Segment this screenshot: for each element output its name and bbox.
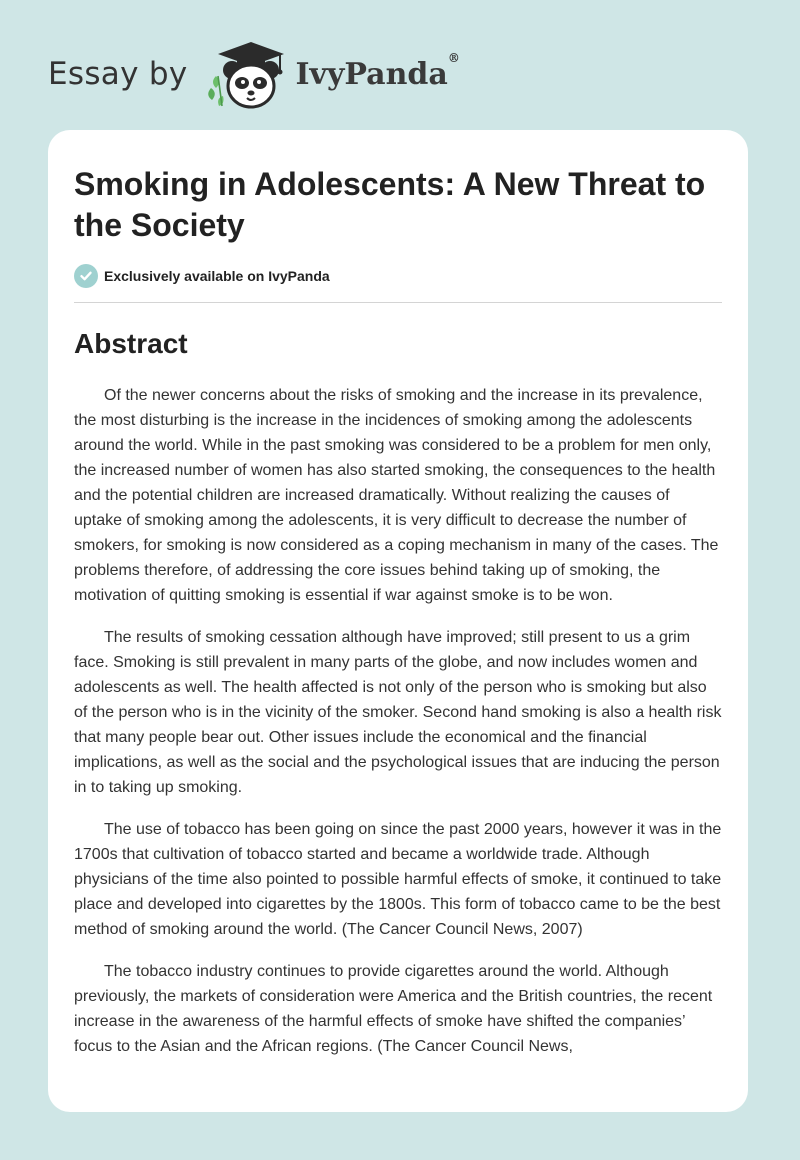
essay-title: Smoking in Adolescents: A New Threat to the Society xyxy=(74,166,706,243)
brand-name[interactable]: IvyPanda® xyxy=(295,50,460,92)
section-heading: Abstract xyxy=(74,328,188,359)
essay-card xyxy=(48,130,748,1112)
essay-paragraph: The tobacco industry continues to provide cigarettes around the world. Although previously, the markets of consideration were America and the British countries, the recent increase in the awareness of the harmful effects of smoke have shifted the companies’ focus to the Asian and the African regions. (The Cancer Council News, xyxy=(74,963,713,1055)
panda-logo-icon[interactable] xyxy=(202,36,292,112)
exclusive-badge xyxy=(74,264,722,288)
brand-header xyxy=(48,34,460,114)
registered-mark: ® xyxy=(447,50,460,65)
brand-prefix: Essay by xyxy=(48,56,188,92)
essay-paragraph: Of the newer concerns about the risks of smoking and the increase in its prevalence, the most disturbing is the increase in the incidences of smoking among the adolescents around the world. While in the past smoking was considered to be a problem for men only, the increased number of women has also started smoking, the consequences to the health and the potential children are increased dramatically. Without realizing the causes of uptake of smoking among the adolescents, it is very difficult to decrease the number of smokers, for smoking is now considered as a coping mechanism in many of the cases. The problems therefore, of addressing the core issues behind taking up of smoking, the motivation of quitting smoking is essential if war against smoke is to be won. xyxy=(74,387,719,604)
divider xyxy=(74,302,722,303)
essay-paragraph: The results of smoking cessation although have improved; still present to us a grim face. Smoking is still prevalent in many parts of the globe, and now includes women and adolescents as well. The health affected is not only of the person who is smoking but also of the person who is in the vicinity of the smoker. Second hand smoking is also a health risk that many people bear out. Other issues include the economical and the financial implications, as well as the social and the psychological issues that are inducing the person in to taking up smoking. xyxy=(74,629,722,796)
essay-paragraph: The use of tobacco has been going on since the past 2000 years, however it was in the 1700s that cultivation of tobacco started and became a worldwide trade. Although physicians of the time also pointed to possible harmful effects of smoke, it continued to take place and developed into cigarettes by the 1800s. This form of tobacco came to be the best method of smoking around the world. (The Cancer Council News, 2007) xyxy=(74,821,722,938)
badge-text: Exclusively available on IvyPanda xyxy=(104,268,330,284)
check-circle-icon xyxy=(74,264,98,288)
